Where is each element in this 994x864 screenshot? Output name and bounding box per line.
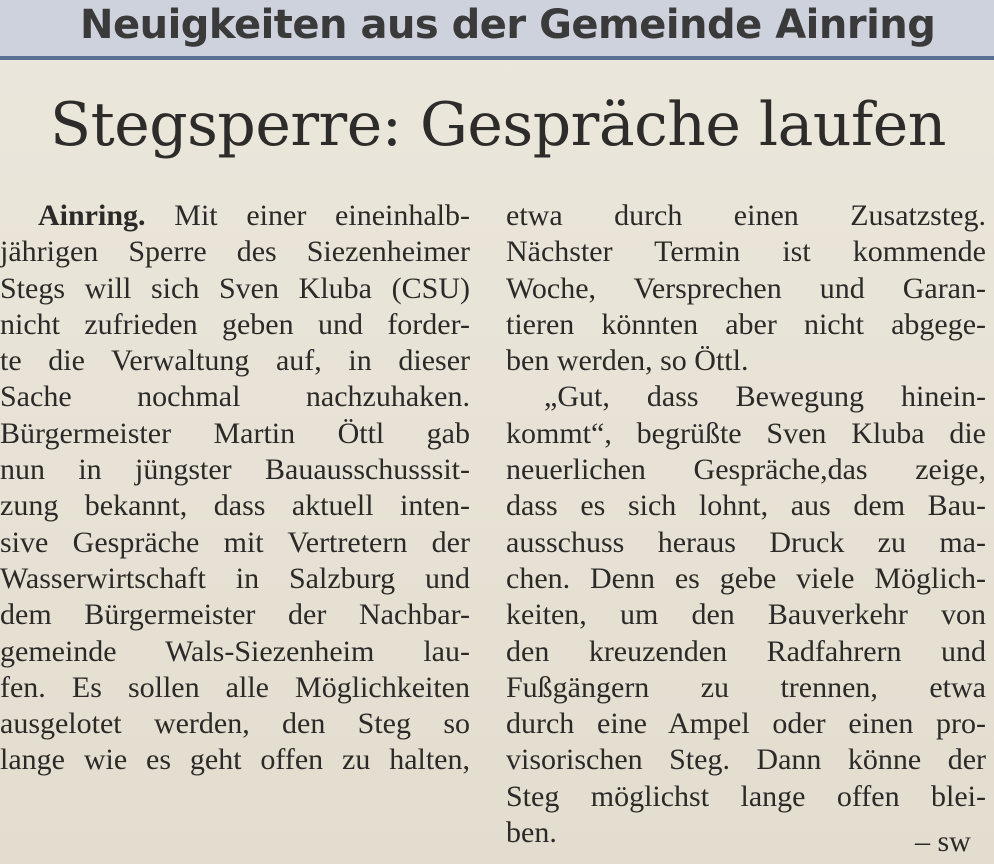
article-column-left (0, 198, 470, 779)
article-lead-place: Ainring. (38, 199, 146, 232)
text-line: kommt“, begrüßte Sven Kluba die (506, 416, 986, 450)
text-line: zung bekannt, dass aktuell inten- (0, 489, 470, 523)
text-line: Woche, Versprechen und Garan- (506, 271, 986, 305)
text-line: Ainring. Mit einer eineinhalb- (38, 199, 471, 232)
text-line: sive Gespräche mit Vertretern der (0, 525, 470, 559)
text-line: ausgelotet werden, den Steg so (0, 707, 470, 741)
text-line: Steg möglichst lange offen blei- (506, 779, 986, 813)
article-column-right (506, 198, 986, 851)
text-line: jährigen Sperre des Siezenheimer (0, 235, 470, 269)
text-line: fen. Es sollen alle Möglichkeiten (0, 670, 470, 704)
text-line: tieren könnten aber nicht abgege- (506, 307, 986, 341)
text-line: nicht zufrieden geben und forder- (0, 307, 470, 341)
text-line: Nächster Termin ist kommende (506, 235, 986, 269)
text-line: neuerlichen Gespräche,das zeige, (506, 453, 986, 487)
text-line: Stegs will sich Sven Kluba (CSU) (0, 271, 470, 305)
text-line: Bürgermeister Martin Öttl gab (0, 416, 470, 450)
text-line: ausschuss heraus Druck zu ma- (506, 525, 986, 559)
text-line: Fußgängern zu trennen, etwa (506, 670, 986, 704)
text-line: lange wie es geht offen zu halten, (0, 743, 470, 777)
text-line: Sache nochmal nachzuhaken. (0, 380, 470, 414)
article-byline: – sw (915, 825, 971, 858)
text-line: chen. Denn es gebe viele Möglich- (506, 561, 986, 595)
text-line: gemeinde Wals-Siezenheim lau- (0, 634, 470, 668)
text-line: dem Bürgermeister der Nachbar- (0, 598, 470, 632)
text-line: ben. (506, 816, 557, 850)
text-line: durch eine Ampel oder einen pro- (506, 707, 986, 741)
text-line: keiten, um den Bauverkehr von (506, 598, 986, 632)
text-line: nun in jüngster Bauausschusssit- (0, 453, 470, 487)
article-headline: Stegsperre: Gespräche laufen (50, 90, 946, 160)
text-line: te die Verwaltung auf, in dieser (0, 344, 470, 378)
text-line: visorischen Steg. Dann könne der (506, 743, 986, 777)
text-line: den kreuzenden Radfahrern und (506, 634, 986, 668)
text-line: „Gut, dass Bewegung hinein- (544, 380, 986, 414)
section-title: Neuigkeiten aus der Gemeinde Ainring (80, 2, 936, 48)
text-line: dass es sich lohnt, aus dem Bau- (506, 489, 986, 523)
text-line: ben werden, so Öttl. (506, 344, 749, 378)
text-line: Wasserwirtschaft in Salzburg und (0, 561, 470, 595)
section-header (0, 0, 994, 60)
text-line: etwa durch einen Zusatzsteg. (506, 199, 986, 232)
